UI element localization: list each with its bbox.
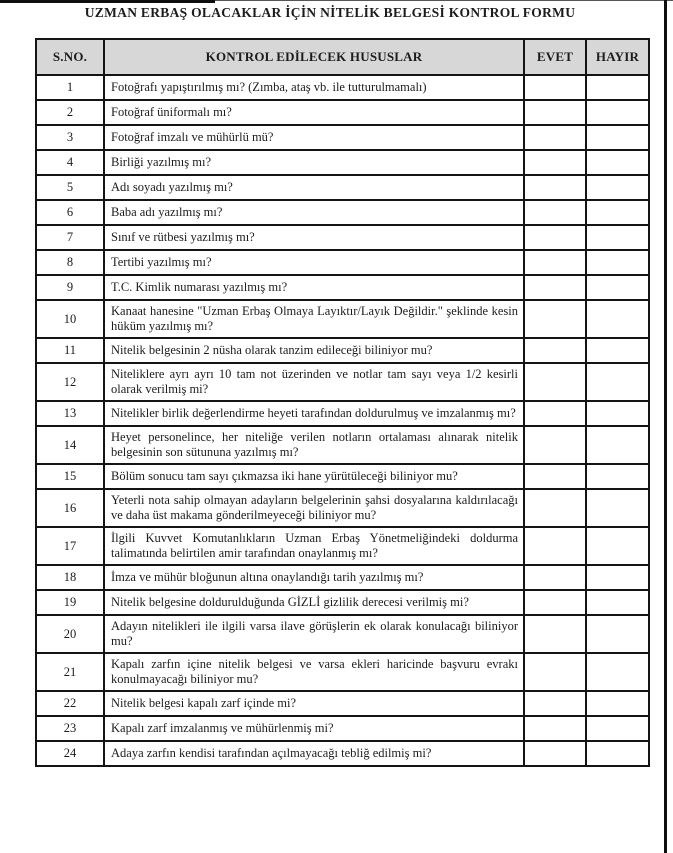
- hayir-answer-cell: [586, 275, 649, 300]
- table-row: [36, 653, 649, 691]
- row-number: 10: [36, 300, 104, 338]
- hayir-answer-cell: [586, 653, 649, 691]
- row-number: 22: [36, 691, 104, 716]
- header-subject: KONTROL EDİLECEK HUSUSLAR: [104, 39, 524, 75]
- row-number: 5: [36, 175, 104, 200]
- hayir-answer-cell: [586, 691, 649, 716]
- hayir-answer-cell: [586, 200, 649, 225]
- row-question: İlgili Kuvvet Komutanlıkların Uzman Erbaş Yönetmeliğindeki doldurma talimatında belirtilen amir tarafından onaylanmış mı?: [104, 527, 524, 565]
- table-row: [36, 691, 649, 716]
- hayir-answer-cell: [586, 426, 649, 464]
- row-question: Yeterli nota sahip olmayan adayların belgelerinin şahsi dosyalarına kaldırılacağı ve daha üst makama gönderilmeyeceği biliniyor mu?: [104, 489, 524, 527]
- evet-answer-cell: [524, 464, 586, 489]
- evet-answer-cell: [524, 527, 586, 565]
- row-question: Adayın nitelikleri ile ilgili varsa ilave görüşlerin ek olarak konulacağı biliniyor mu?: [104, 615, 524, 653]
- table-row: [36, 275, 649, 300]
- table-row: [36, 250, 649, 275]
- row-number: 23: [36, 716, 104, 741]
- evet-answer-cell: [524, 100, 586, 125]
- row-question: Sınıf ve rütbesi yazılmış mı?: [104, 225, 524, 250]
- scan-artifact-top-left-edge: [0, 0, 215, 3]
- row-number: 1: [36, 75, 104, 100]
- row-number: 2: [36, 100, 104, 125]
- table-row: [36, 615, 649, 653]
- table-row: [36, 150, 649, 175]
- evet-answer-cell: [524, 200, 586, 225]
- hayir-answer-cell: [586, 300, 649, 338]
- row-question: Fotoğrafı yapıştırılmış mı? (Zımba, ataş vb. ile tutturulmamalı): [104, 75, 524, 100]
- hayir-answer-cell: [586, 75, 649, 100]
- table-row: [36, 464, 649, 489]
- hayir-answer-cell: [586, 590, 649, 615]
- row-question: Bölüm sonucu tam sayı çıkmazsa iki hane yürütüleceği biliniyor mu?: [104, 464, 524, 489]
- table-row: [36, 527, 649, 565]
- row-question: Nitelikler birlik değerlendirme heyeti tarafından doldurulmuş ve imzalanmış mı?: [104, 401, 524, 426]
- row-number: 3: [36, 125, 104, 150]
- evet-answer-cell: [524, 653, 586, 691]
- row-question: Birliği yazılmış mı?: [104, 150, 524, 175]
- table-row: [36, 125, 649, 150]
- row-number: 20: [36, 615, 104, 653]
- header-yes: EVET: [524, 39, 586, 75]
- row-number: 19: [36, 590, 104, 615]
- row-question: Nitelik belgesine doldurulduğunda GİZLİ gizlilik derecesi verilmiş mi?: [104, 590, 524, 615]
- row-question: Kanaat hanesine "Uzman Erbaş Olmaya Layıktır/Layık Değildir." şeklinde kesin hüküm yazılmış mı?: [104, 300, 524, 338]
- hayir-answer-cell: [586, 527, 649, 565]
- row-number: 9: [36, 275, 104, 300]
- row-number: 17: [36, 527, 104, 565]
- table-row: [36, 565, 649, 590]
- header-no: HAYIR: [586, 39, 649, 75]
- hayir-answer-cell: [586, 250, 649, 275]
- evet-answer-cell: [524, 150, 586, 175]
- evet-answer-cell: [524, 225, 586, 250]
- row-question: Fotoğraf üniformalı mı?: [104, 100, 524, 125]
- row-question: Adı soyadı yazılmış mı?: [104, 175, 524, 200]
- hayir-answer-cell: [586, 464, 649, 489]
- hayir-answer-cell: [586, 125, 649, 150]
- row-question: İmza ve mühür bloğunun altına onaylandığı tarih yazılmış mı?: [104, 565, 524, 590]
- evet-answer-cell: [524, 615, 586, 653]
- row-question: Baba adı yazılmış mı?: [104, 200, 524, 225]
- table-row: [36, 590, 649, 615]
- evet-answer-cell: [524, 426, 586, 464]
- table-row: [36, 175, 649, 200]
- checklist-table: [35, 38, 650, 767]
- document-title: UZMAN ERBAŞ OLACAKLAR İÇİN NİTELİK BELGESİ KONTROL FORMU: [84, 5, 576, 20]
- row-question: Nitelik belgesi kapalı zarf içinde mi?: [104, 691, 524, 716]
- row-number: 24: [36, 741, 104, 766]
- row-question: Niteliklere ayrı ayrı 10 tam not üzerinden ve notlar tam sayı veya 1/2 kesirli olarak verilmiş mi?: [104, 363, 524, 401]
- evet-answer-cell: [524, 716, 586, 741]
- evet-answer-cell: [524, 125, 586, 150]
- row-number: 7: [36, 225, 104, 250]
- row-question: Adaya zarfın kendisi tarafından açılmayacağı tebliğ edilmiş mi?: [104, 741, 524, 766]
- hayir-answer-cell: [586, 615, 649, 653]
- table-row: [36, 741, 649, 766]
- row-question: Heyet personelince, her niteliğe verilen notların ortalaması alınarak nitelik belgesinin son sütununa yazılmış mı?: [104, 426, 524, 464]
- row-number: 8: [36, 250, 104, 275]
- row-question: Tertibi yazılmış mı?: [104, 250, 524, 275]
- table-row: [36, 716, 649, 741]
- table-row: [36, 363, 649, 401]
- hayir-answer-cell: [586, 225, 649, 250]
- table-row: [36, 426, 649, 464]
- table-row: [36, 300, 649, 338]
- row-question: Kapalı zarf imzalanmış ve mühürlenmiş mi?: [104, 716, 524, 741]
- row-question: Fotoğraf imzalı ve mühürlü mü?: [104, 125, 524, 150]
- hayir-answer-cell: [586, 338, 649, 363]
- hayir-answer-cell: [586, 100, 649, 125]
- row-question: Nitelik belgesinin 2 nüsha olarak tanzim edileceği biliniyor mu?: [104, 338, 524, 363]
- evet-answer-cell: [524, 275, 586, 300]
- hayir-answer-cell: [586, 489, 649, 527]
- evet-answer-cell: [524, 691, 586, 716]
- row-question: T.C. Kimlik numarası yazılmış mı?: [104, 275, 524, 300]
- evet-answer-cell: [524, 300, 586, 338]
- row-number: 14: [36, 426, 104, 464]
- table-row: [36, 225, 649, 250]
- table-row: [36, 200, 649, 225]
- evet-answer-cell: [524, 565, 586, 590]
- row-number: 18: [36, 565, 104, 590]
- scan-artifact-right-edge: [664, 0, 667, 853]
- header-serial-no: S.NO.: [36, 39, 104, 75]
- evet-answer-cell: [524, 401, 586, 426]
- evet-answer-cell: [524, 338, 586, 363]
- row-number: 16: [36, 489, 104, 527]
- evet-answer-cell: [524, 250, 586, 275]
- evet-answer-cell: [524, 489, 586, 527]
- row-number: 12: [36, 363, 104, 401]
- evet-answer-cell: [524, 175, 586, 200]
- hayir-answer-cell: [586, 150, 649, 175]
- evet-answer-cell: [524, 590, 586, 615]
- hayir-answer-cell: [586, 716, 649, 741]
- table-row: [36, 338, 649, 363]
- hayir-answer-cell: [586, 565, 649, 590]
- row-number: 21: [36, 653, 104, 691]
- evet-answer-cell: [524, 75, 586, 100]
- hayir-answer-cell: [586, 175, 649, 200]
- row-number: 4: [36, 150, 104, 175]
- table-row: [36, 401, 649, 426]
- evet-answer-cell: [524, 363, 586, 401]
- row-number: 15: [36, 464, 104, 489]
- table-row: [36, 100, 649, 125]
- evet-answer-cell: [524, 741, 586, 766]
- table-body: [36, 75, 649, 766]
- hayir-answer-cell: [586, 401, 649, 426]
- row-number: 13: [36, 401, 104, 426]
- row-question: Kapalı zarfın içine nitelik belgesi ve varsa ekleri haricinde başvuru evrakı konulmayacağı biliniyor mu?: [104, 653, 524, 691]
- hayir-answer-cell: [586, 363, 649, 401]
- table-header-row: [36, 39, 649, 75]
- row-number: 11: [36, 338, 104, 363]
- table-row: [36, 75, 649, 100]
- hayir-answer-cell: [586, 741, 649, 766]
- row-number: 6: [36, 200, 104, 225]
- table-row: [36, 489, 649, 527]
